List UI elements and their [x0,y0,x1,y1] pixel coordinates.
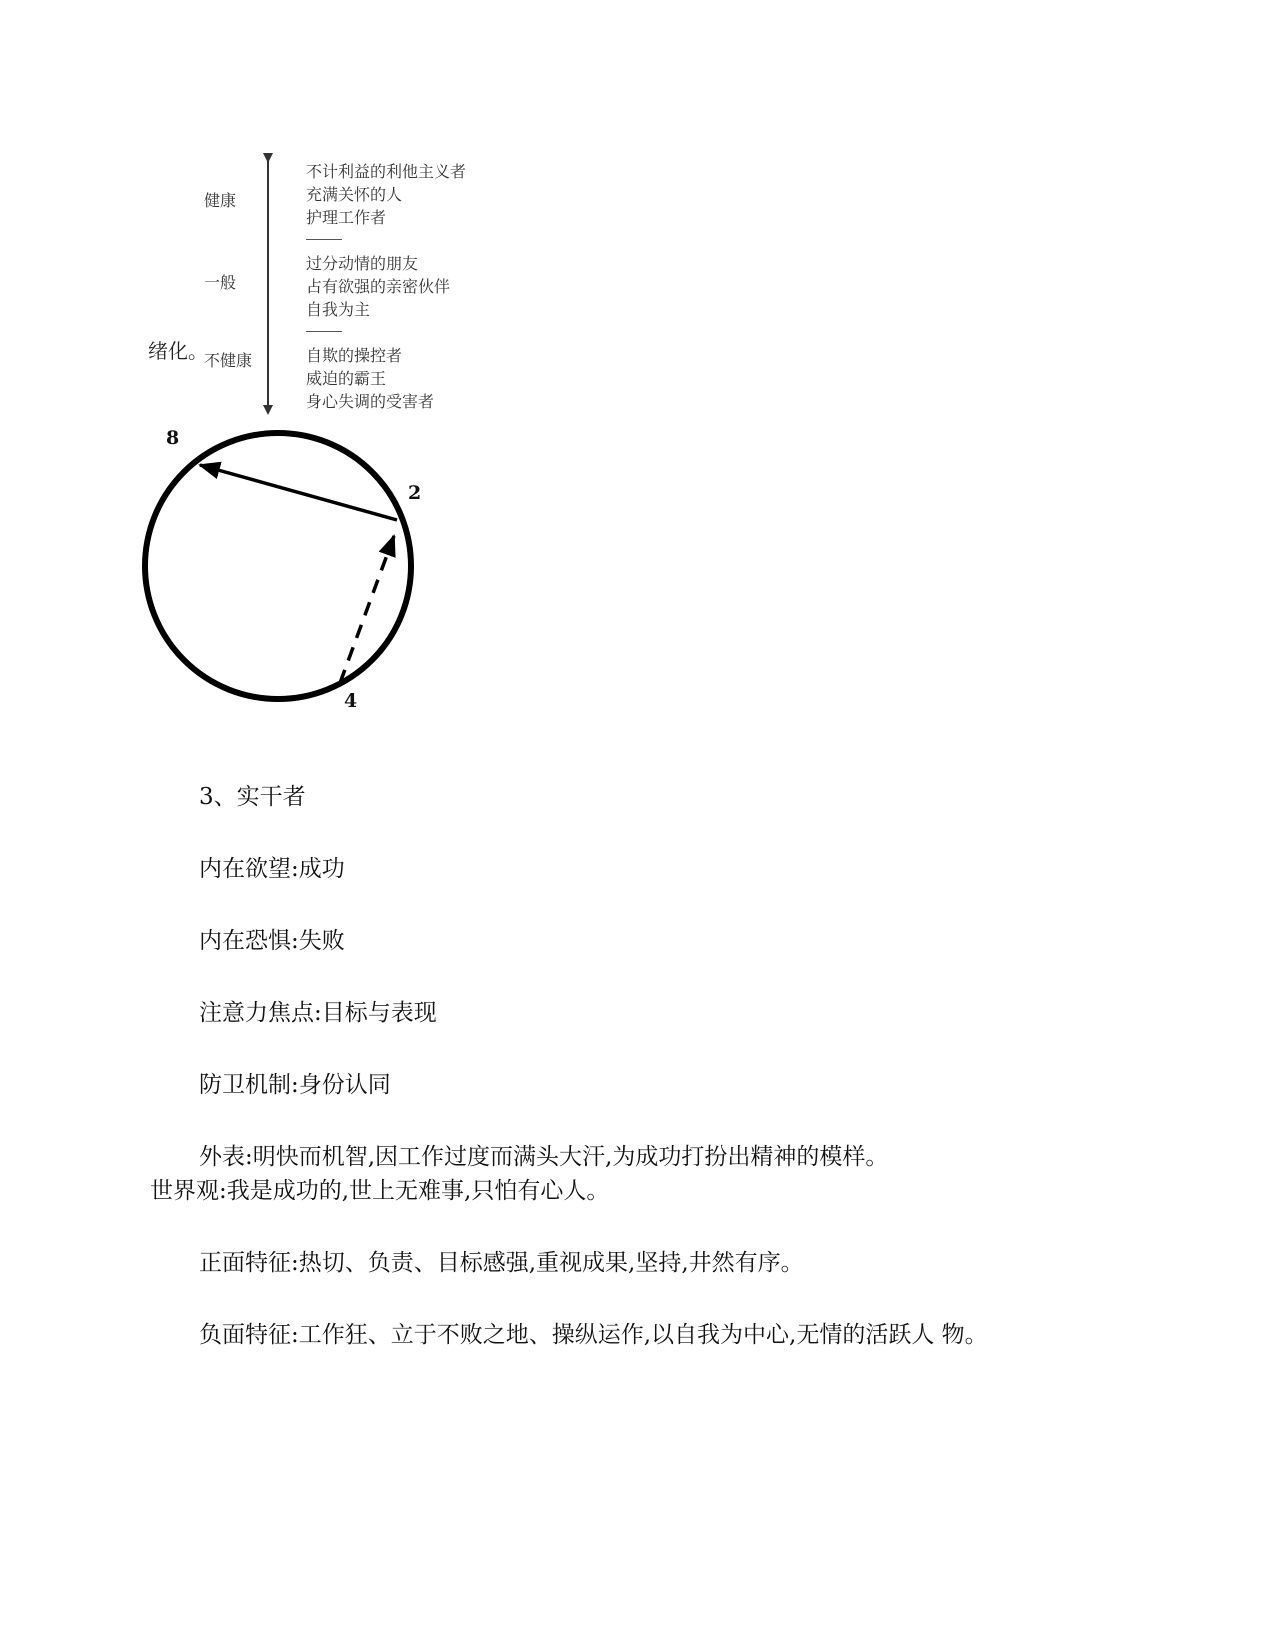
trait-line: 占有欲强的亲密伙伴 [306,277,451,296]
separator-line [306,239,342,240]
trait-line: 不计利益的利他主义者 [306,162,467,181]
appearance: 外表:明快而机智,因工作过度而满头大汗,为成功打扮出精神的模样。 [199,1144,889,1170]
trait-line: 过分动情的朋友 [306,254,419,273]
positive-traits: 正面特征:热切、负责、目标感强,重视成果,坚持,井然有序。 [199,1250,804,1276]
level-average: 一般 [204,273,237,292]
trait-line: 威迫的霸王 [306,369,387,388]
level-unhealthy: 不健康 [204,351,253,370]
level-healthy: 健康 [204,191,237,210]
diagram-graphic [0,0,560,760]
defense-mechanism: 防卫机制:身份认同 [199,1072,391,1098]
section-title: 3、实干者 [199,784,306,810]
trait-line: 身心失调的受害者 [306,392,435,411]
point-8-label: 8 [166,427,180,449]
trait-line: 护理工作者 [306,208,387,227]
integration-arrow [200,465,397,520]
trait-line: 自我为主 [306,300,371,319]
cut-off-text-fragment: 绪化。 [148,339,208,363]
point-2-label: 2 [408,482,422,504]
trait-line: 充满关怀的人 [306,185,403,204]
attention-focus: 注意力焦点:目标与表现 [199,1000,437,1026]
document-body [150,780,1170,1352]
enneagram-circle [145,433,411,699]
trait-line: 自欺的操控者 [306,346,403,365]
healthy-traits [306,160,466,413]
separator-line [306,331,342,332]
enneagram-figure [0,0,560,760]
inner-desire: 内在欲望:成功 [199,856,345,882]
worldview: 世界观:我是成功的,世上无难事,只怕有心人。 [150,1178,610,1204]
inner-fear: 内在恐惧:失败 [199,928,345,954]
point-4-label: 4 [344,690,358,712]
negative-traits: 负面特征:工作狂、立于不败之地、操纵运作,以自我为中心,无情的活跃人 物。 [199,1322,988,1348]
